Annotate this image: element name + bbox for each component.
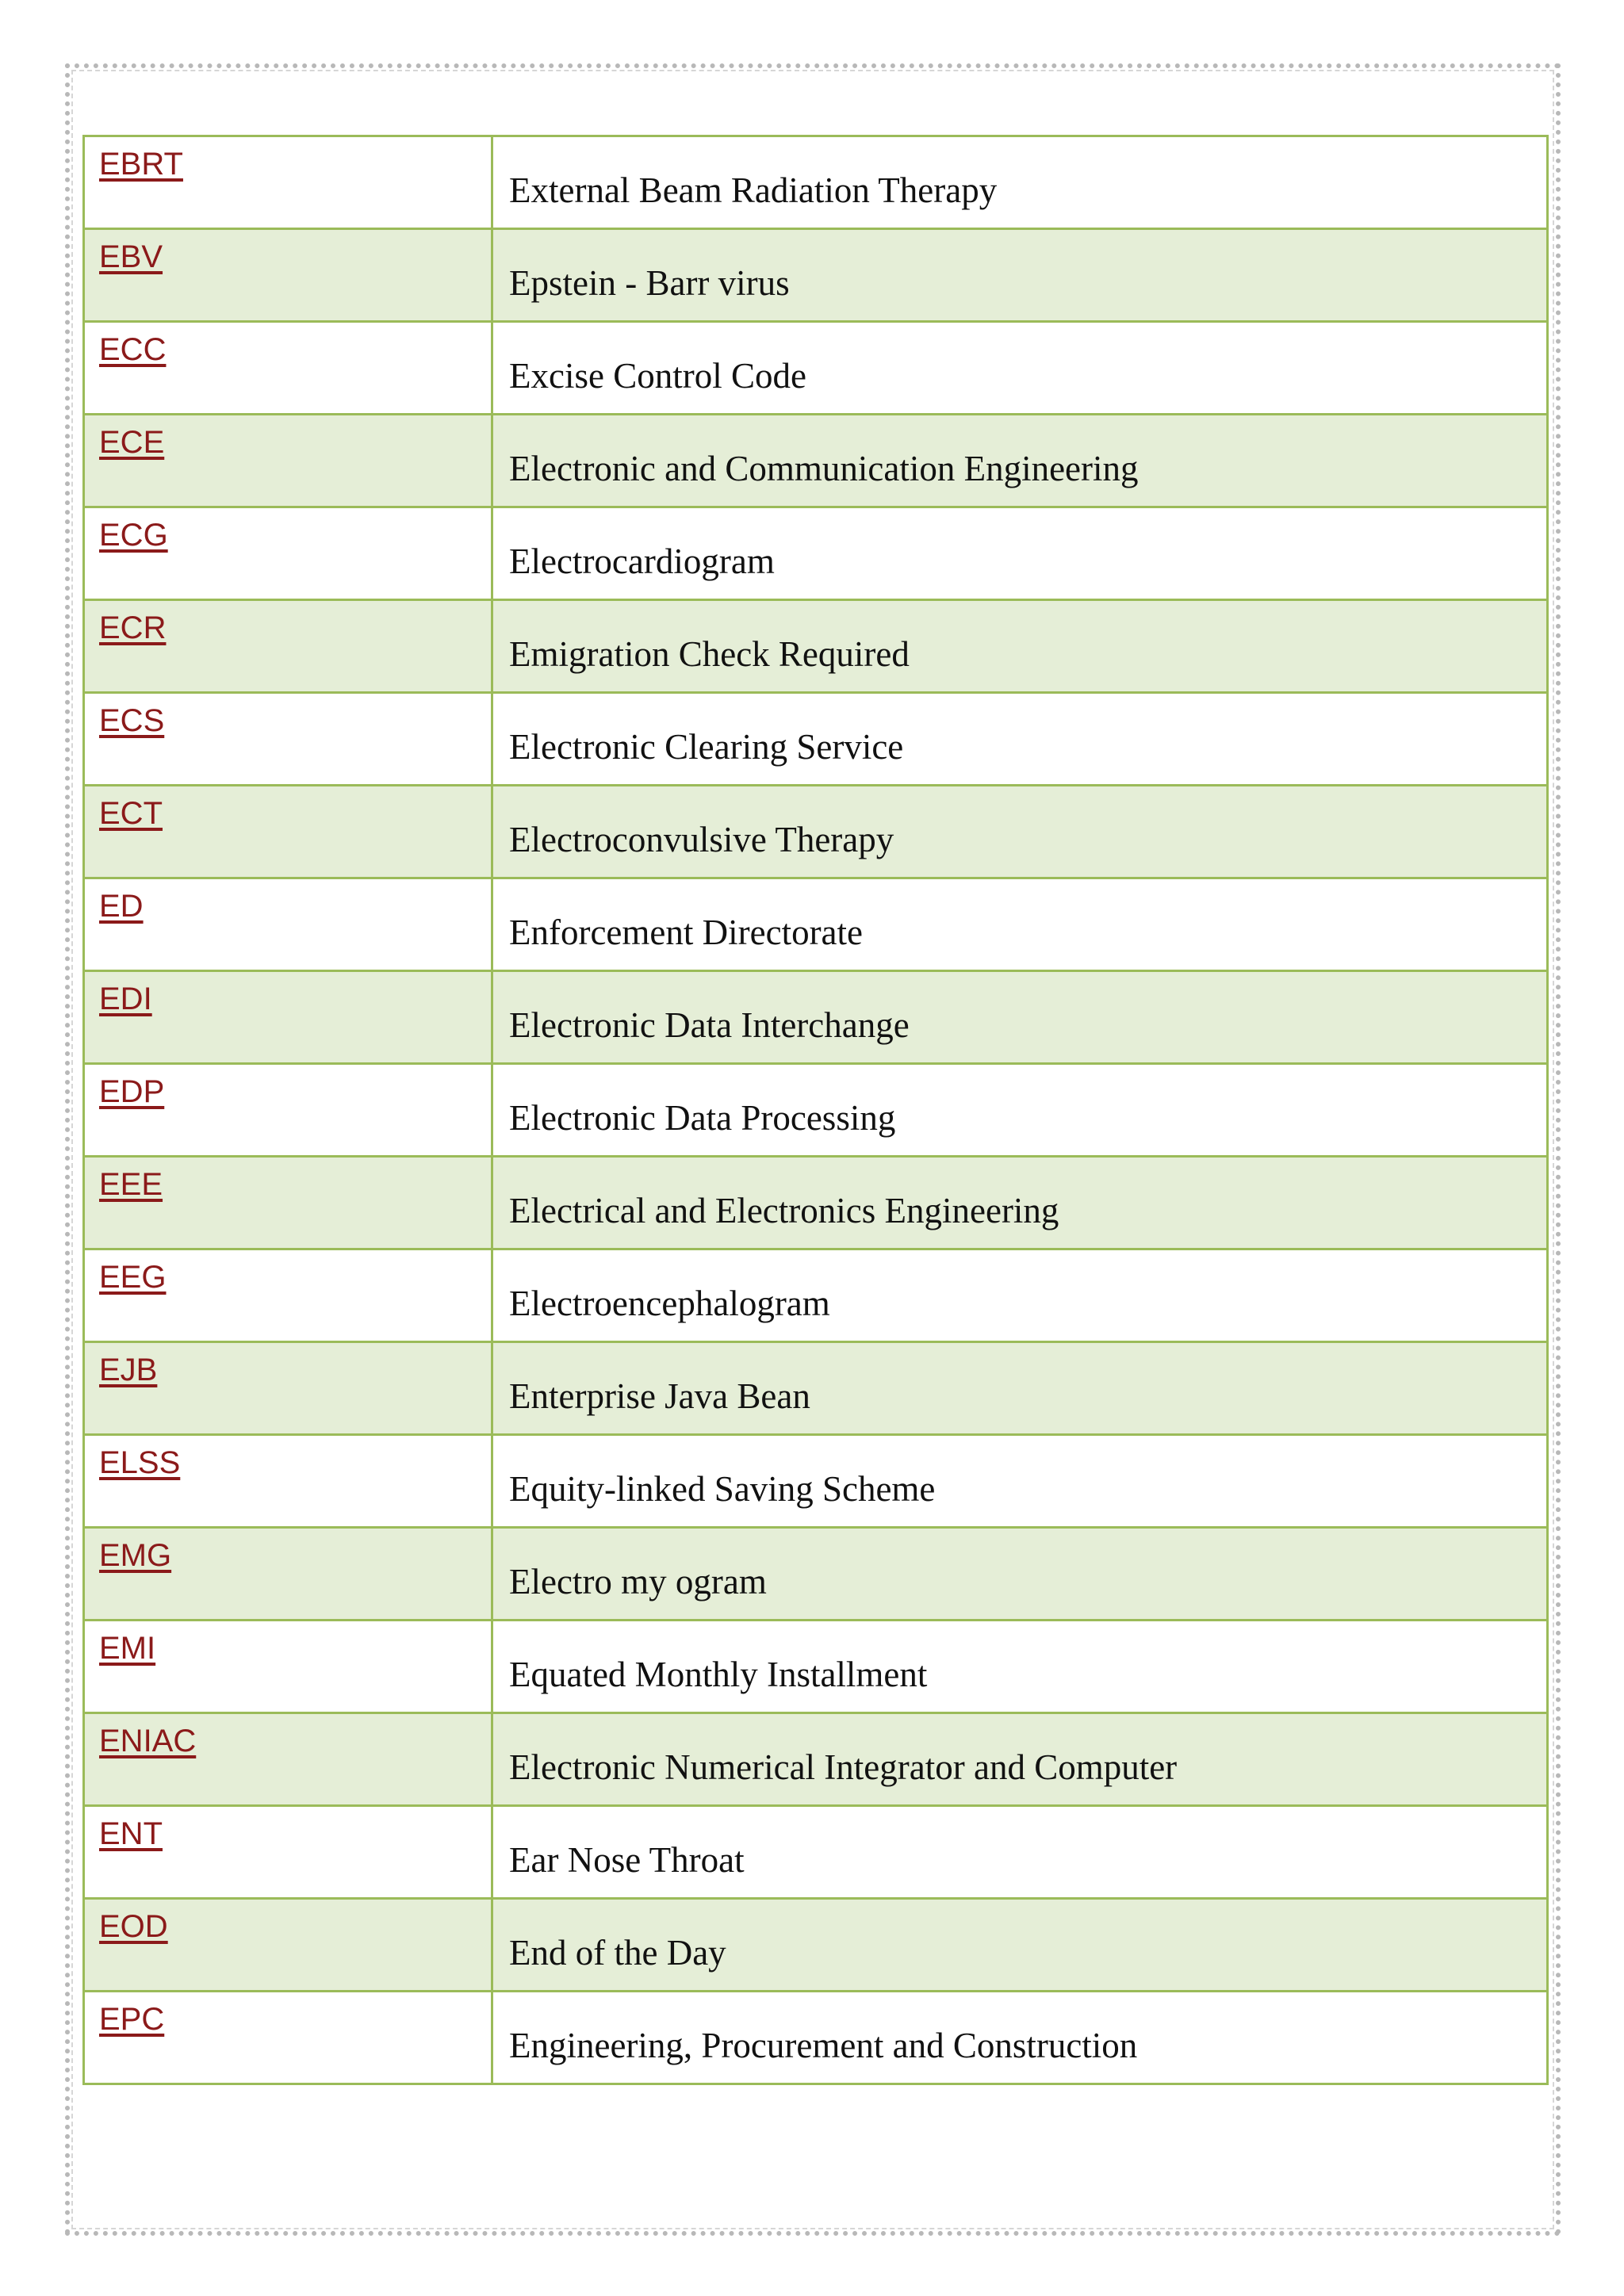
abbreviation-cell: [84, 1899, 492, 1992]
table-row: [84, 1064, 1548, 1157]
meaning-cell: Equity-linked Saving Scheme: [492, 1435, 1548, 1528]
table-row: [84, 1806, 1548, 1899]
abbreviation-link[interactable]: EBV: [99, 239, 163, 274]
abbreviation-cell: [84, 1713, 492, 1806]
meaning-cell: Excise Control Code: [492, 322, 1548, 415]
abbreviation-cell: [84, 1992, 492, 2084]
abbreviation-link[interactable]: EEE: [99, 1167, 163, 1202]
table-row: [84, 507, 1548, 600]
abbreviation-link[interactable]: ELSS: [99, 1445, 181, 1480]
meaning-cell: Electronic Clearing Service: [492, 693, 1548, 786]
abbreviation-table-body: [84, 136, 1548, 2084]
meaning-cell: Ear Nose Throat: [492, 1806, 1548, 1899]
abbreviation-link[interactable]: ECT: [99, 796, 163, 831]
table-row: [84, 878, 1548, 971]
meaning-cell: External Beam Radiation Therapy: [492, 136, 1548, 229]
table-row: [84, 693, 1548, 786]
table-row: [84, 600, 1548, 693]
meaning-cell: Electroencephalogram: [492, 1249, 1548, 1342]
table-row: [84, 322, 1548, 415]
abbreviation-link[interactable]: ECR: [99, 610, 167, 645]
table-row: [84, 1157, 1548, 1249]
meaning-cell: Equated Monthly Installment: [492, 1621, 1548, 1713]
abbreviation-cell: [84, 1435, 492, 1528]
abbreviation-table: [82, 135, 1549, 2085]
abbreviation-cell: [84, 1064, 492, 1157]
meaning-cell: Electro my ogram: [492, 1528, 1548, 1621]
abbreviation-cell: [84, 971, 492, 1064]
table-row: [84, 1621, 1548, 1713]
meaning-cell: Electroconvulsive Therapy: [492, 786, 1548, 878]
meaning-cell: Enforcement Directorate: [492, 878, 1548, 971]
table-row: [84, 1342, 1548, 1435]
meaning-cell: Emigration Check Required: [492, 600, 1548, 693]
abbreviation-cell: [84, 507, 492, 600]
abbreviation-link[interactable]: EJB: [99, 1353, 158, 1387]
table-row: [84, 1249, 1548, 1342]
abbreviation-cell: [84, 229, 492, 322]
table-row: [84, 136, 1548, 229]
abbreviation-cell: [84, 415, 492, 507]
abbreviation-link[interactable]: ED: [99, 889, 144, 924]
abbreviation-link[interactable]: EPC: [99, 2002, 165, 2037]
abbreviation-cell: [84, 878, 492, 971]
meaning-cell: Electronic Data Interchange: [492, 971, 1548, 1064]
table-row: [84, 1992, 1548, 2084]
table-row: [84, 229, 1548, 322]
abbreviation-cell: [84, 600, 492, 693]
abbreviation-link[interactable]: ENIAC: [99, 1724, 197, 1758]
abbreviation-link[interactable]: EDI: [99, 982, 152, 1016]
table-row: [84, 786, 1548, 878]
abbreviation-link[interactable]: EDP: [99, 1074, 165, 1109]
abbreviation-cell: [84, 1621, 492, 1713]
abbreviation-link[interactable]: EMG: [99, 1538, 172, 1573]
table-row: [84, 1899, 1548, 1992]
abbreviation-cell: [84, 1528, 492, 1621]
meaning-cell: End of the Day: [492, 1899, 1548, 1992]
meaning-cell: Electrocardiogram: [492, 507, 1548, 600]
abbreviation-cell: [84, 1249, 492, 1342]
table-row: [84, 415, 1548, 507]
table-row: [84, 1528, 1548, 1621]
abbreviation-link[interactable]: ECC: [99, 332, 167, 367]
abbreviation-cell: [84, 322, 492, 415]
abbreviation-link[interactable]: EBRT: [99, 147, 183, 182]
meaning-cell: Electronic Numerical Integrator and Computer: [492, 1713, 1548, 1806]
abbreviation-link[interactable]: EEG: [99, 1260, 167, 1295]
abbreviation-link[interactable]: EOD: [99, 1909, 168, 1944]
table-row: [84, 1713, 1548, 1806]
meaning-cell: Electrical and Electronics Engineering: [492, 1157, 1548, 1249]
abbreviation-link[interactable]: ENT: [99, 1816, 163, 1851]
meaning-cell: Electronic Data Processing: [492, 1064, 1548, 1157]
abbreviation-link[interactable]: ECG: [99, 518, 168, 553]
abbreviation-cell: [84, 786, 492, 878]
abbreviation-link[interactable]: ECS: [99, 703, 165, 738]
abbreviation-cell: [84, 1342, 492, 1435]
meaning-cell: Engineering, Procurement and Construction: [492, 1992, 1548, 2084]
table-row: [84, 971, 1548, 1064]
meaning-cell: Epstein - Barr virus: [492, 229, 1548, 322]
abbreviation-cell: [84, 136, 492, 229]
meaning-cell: Electronic and Communication Engineering: [492, 415, 1548, 507]
meaning-cell: Enterprise Java Bean: [492, 1342, 1548, 1435]
abbreviation-cell: [84, 1806, 492, 1899]
table-row: [84, 1435, 1548, 1528]
abbreviation-link[interactable]: EMI: [99, 1631, 156, 1666]
abbreviation-cell: [84, 1157, 492, 1249]
abbreviation-cell: [84, 693, 492, 786]
abbreviation-link[interactable]: ECE: [99, 425, 165, 460]
